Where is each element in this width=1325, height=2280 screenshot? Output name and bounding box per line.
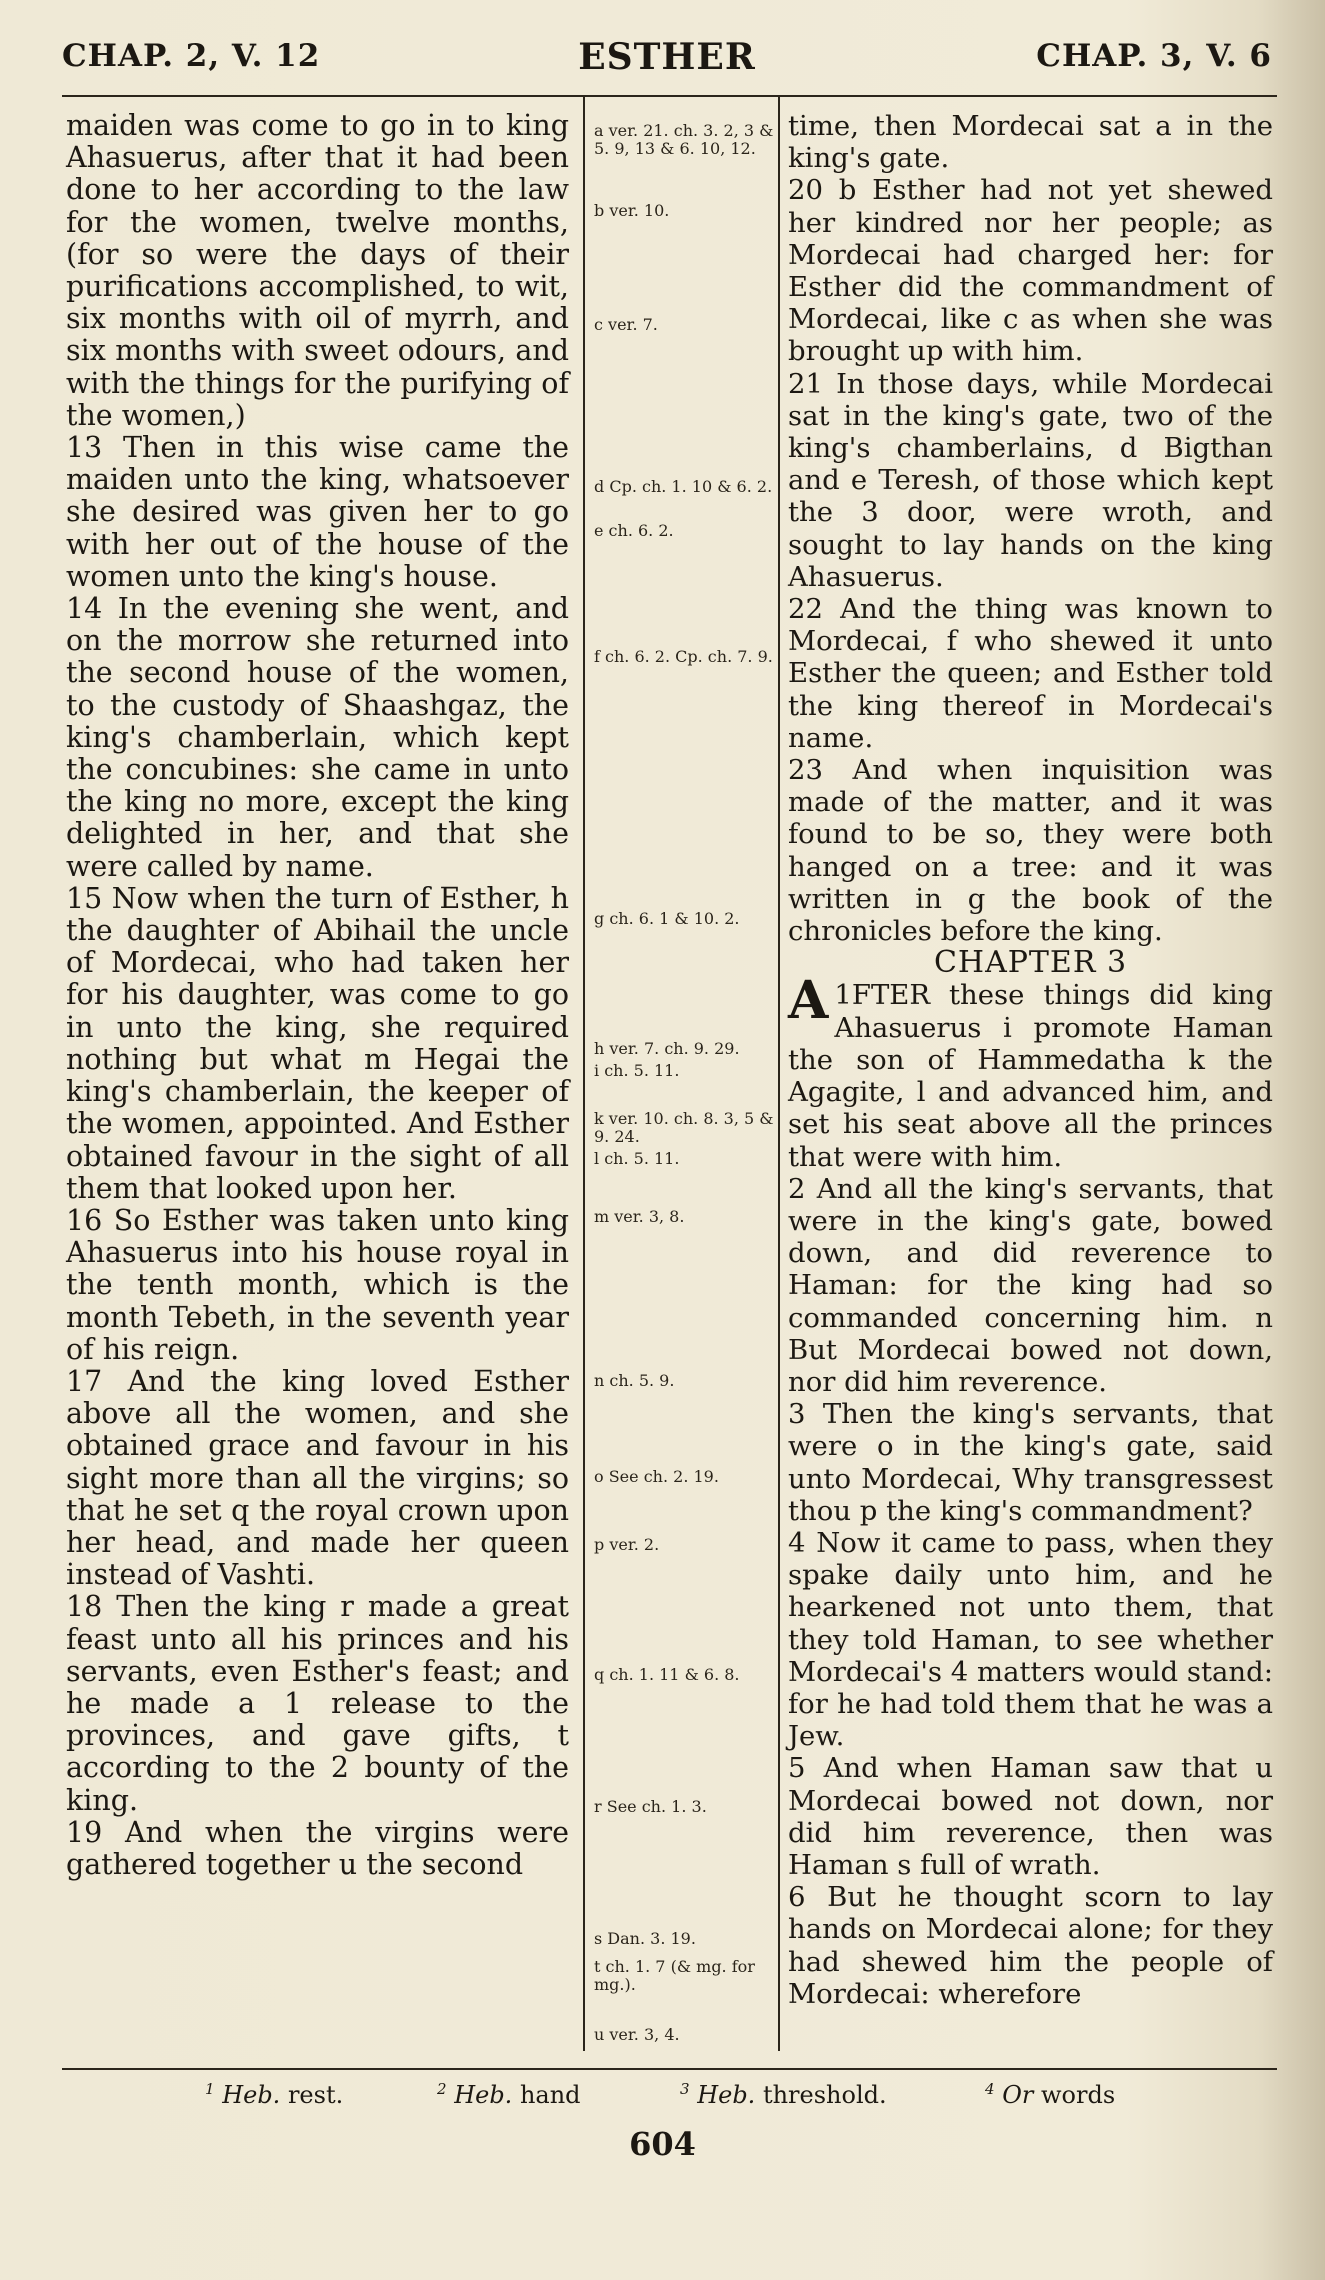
- margin-ref: k ver. 10. ch. 8. 3, 5 & 9. 24.: [594, 1109, 774, 1146]
- margin-ref: l ch. 5. 11.: [594, 1149, 680, 1168]
- margin-ref: a ver. 21. ch. 3. 2, 3 & 5. 9, 13 & 6. 10, 12.: [594, 121, 774, 158]
- verse-paragraph: 13 Then in this wise came the maiden unto the king, whatsoever she desired was given her to go with her out of the house of the women unto the king's house.: [66, 431, 569, 593]
- margin-ref: h ver. 7. ch. 9. 29.: [594, 1039, 740, 1058]
- footnote-abbr: Heb.: [222, 2081, 281, 2109]
- footnote-number: 4: [985, 2080, 995, 2098]
- verse-paragraph: 16 So Esther was taken unto king Ahasuerus into his house royal in the tenth month, which is the month Tebeth, in the seventh year of his reign.: [66, 1203, 569, 1366]
- margin-ref: b ver. 10.: [594, 201, 670, 220]
- verse-paragraph: 14 In the evening she went, and on the morrow she returned into the second house of the women, to the custody of Shaashgaz, the king's chamberlain, which kept the concubines: she came in unto the king no more, except the king delighted in her, and that she were called by name.: [66, 592, 569, 883]
- verse-paragraph: 6 But he thought scorn to lay hands on Mordecai alone; for they had shewed him the people of Mordecai: wherefore: [788, 1881, 1273, 2010]
- chapter-opening-verse: [788, 970, 1273, 1173]
- verse-paragraph: 3 Then the king's servants, that were o in the king's gate, said unto Mordecai, Why transgressest thou p the king's commandment?: [788, 1398, 1273, 1527]
- footnote-abbr: Heb.: [697, 2081, 756, 2109]
- verse-paragraph: 22 And the thing was known to Mordecai, f who shewed it unto Esther the queen; and Esther told the king thereof in Mordecai's name.: [788, 593, 1273, 754]
- margin-ref: f ch. 6. 2. Cp. ch. 7. 9.: [594, 647, 773, 666]
- margin-ref: m ver. 3, 8.: [594, 1207, 685, 1226]
- header-left-chapter-ref: CHAP. 2, V. 12: [62, 38, 321, 74]
- verse-paragraph: 2 And all the king's servants, that were in the king's gate, bowed down, and did reverence to Haman: for the king had so commanded concerning him. n But Mordecai bowed not down, nor did him reverence.: [788, 1172, 1273, 1398]
- chapter-heading: CHAPTER 3: [933, 945, 1128, 981]
- footnote-text: hand: [519, 2081, 581, 2109]
- margin-ref: i ch. 5. 11.: [594, 1061, 680, 1080]
- verse-paragraph: 23 And when inquisition was made of the matter, and it was found to be so, they were both hanged on a tree: and it was written in g the book of the chronicles before the king.: [788, 754, 1273, 948]
- verse-paragraph: time, then Mordecai sat a in the king's gate.: [788, 110, 1273, 175]
- footnote-rule: [62, 2068, 1277, 2070]
- header-book-title: ESTHER: [578, 36, 756, 78]
- footnote-text: threshold.: [762, 2081, 887, 2109]
- footnotes: [205, 2080, 1155, 2116]
- verse-paragraph: 20 b Esther had not yet shewed her kindred nor her people; as Mordecai had charged her: for Esther did the commandment of Mordecai, like c as when she was brought up with him.: [788, 174, 1273, 368]
- header-rule: [62, 95, 1277, 97]
- margin-ref: g ch. 6. 1 & 10. 2.: [594, 909, 740, 928]
- margin-ref: t ch. 1. 7 (& mg. for mg.).: [594, 1957, 755, 1994]
- margin-ref: p ver. 2.: [594, 1535, 660, 1554]
- verse-text: FTER these things did king Ahasuerus i promote Haman the son of Hammedatha k the Agagite, l and advanced him, and set his seat above all the princes that were with him.: [788, 979, 1273, 1173]
- verse-paragraph: 15 Now when the turn of Esther, h the daughter of Abihail the uncle of Mordecai, who had taken her for his daughter, was come to go in unto the king, she required nothing but what m Hegai the king's chamberlain, the keeper of the women, appointed. And Esther obtained favour in the sight of all them that looked upon her.: [66, 881, 569, 1205]
- verse-paragraph: 19 And when the virgins were gathered together u the second: [66, 1815, 569, 1881]
- verse-paragraph: 4 Now it came to pass, when they spake daily unto him, and he hearkened not unto them, that they told Haman, to see whether Mordecai's 4 matters would stand: for he had told them that he was a Jew.: [788, 1526, 1273, 1753]
- verse-paragraph: 5 And when Haman saw that u Mordecai bowed not down, nor did him reverence, then was Haman s full of wrath.: [788, 1752, 1273, 1881]
- drop-cap-letter: A: [788, 970, 829, 1032]
- footnote: [985, 2080, 1115, 2109]
- column-divider-left: [583, 96, 585, 2051]
- footnote: [437, 2080, 581, 2109]
- left-text-column: [66, 110, 569, 1881]
- footnote-abbr: Or: [1002, 2081, 1034, 2109]
- margin-ref: n ch. 5. 9.: [594, 1371, 675, 1390]
- verse-paragraph: 18 Then the king r made a great feast unto all his princes and his servants, even Esther's feast; and he made a 1 release to the provinces, and gave gifts, t according to the 2 bounty of the king.: [66, 1590, 569, 1817]
- verse-number: 1: [834, 979, 852, 1012]
- page-number: 604: [629, 2125, 696, 2163]
- header-right-chapter-ref: CHAP. 3, V. 6: [1036, 38, 1272, 74]
- footnote-number: 1: [205, 2080, 215, 2098]
- footnote-abbr: Heb.: [454, 2081, 513, 2109]
- verse-paragraph: maiden was come to go in to king Ahasuerus, after that it had been done to her according to the law for the women, twelve months, (for so were the days of their purifications accomplished, to wit, six months with oil of myrrh, and six months with sweet odours, and with the things for the purifying of the women,): [66, 109, 569, 432]
- running-head: [62, 38, 1272, 90]
- footnote-number: 3: [680, 2080, 690, 2098]
- footnote: [205, 2080, 343, 2109]
- right-text-column: [788, 110, 1273, 2010]
- margin-ref: u ver. 3, 4.: [594, 2025, 680, 2044]
- verse-paragraph: 17 And the king loved Esther above all the women, and she obtained grace and favour in his sight more than all the virgins; so that he set q the royal crown upon her head, and made her queen instead of Vashti.: [66, 1364, 569, 1592]
- footnote-number: 2: [437, 2080, 447, 2098]
- margin-ref: r See ch. 1. 3.: [594, 1797, 707, 1816]
- margin-ref: c ver. 7.: [594, 315, 658, 334]
- footnote: [680, 2080, 887, 2109]
- footnote-text: rest.: [287, 2081, 344, 2109]
- verse-paragraph: 21 In those days, while Mordecai sat in the king's gate, two of the king's chamberlains, d Bigthan and e Teresh, of those which kept the 3 door, were wroth, and sought to lay hands on the king Ahasuerus.: [788, 367, 1273, 593]
- margin-ref: e ch. 6. 2.: [594, 521, 674, 540]
- margin-ref: o See ch. 2. 19.: [594, 1467, 719, 1486]
- footnote-text: words: [1040, 2081, 1116, 2109]
- column-divider-right: [778, 96, 780, 2051]
- margin-ref: s Dan. 3. 19.: [594, 1929, 696, 1948]
- margin-ref: q ch. 1. 11 & 6. 8.: [594, 1665, 740, 1684]
- margin-ref: d Cp. ch. 1. 10 & 6. 2.: [594, 477, 773, 496]
